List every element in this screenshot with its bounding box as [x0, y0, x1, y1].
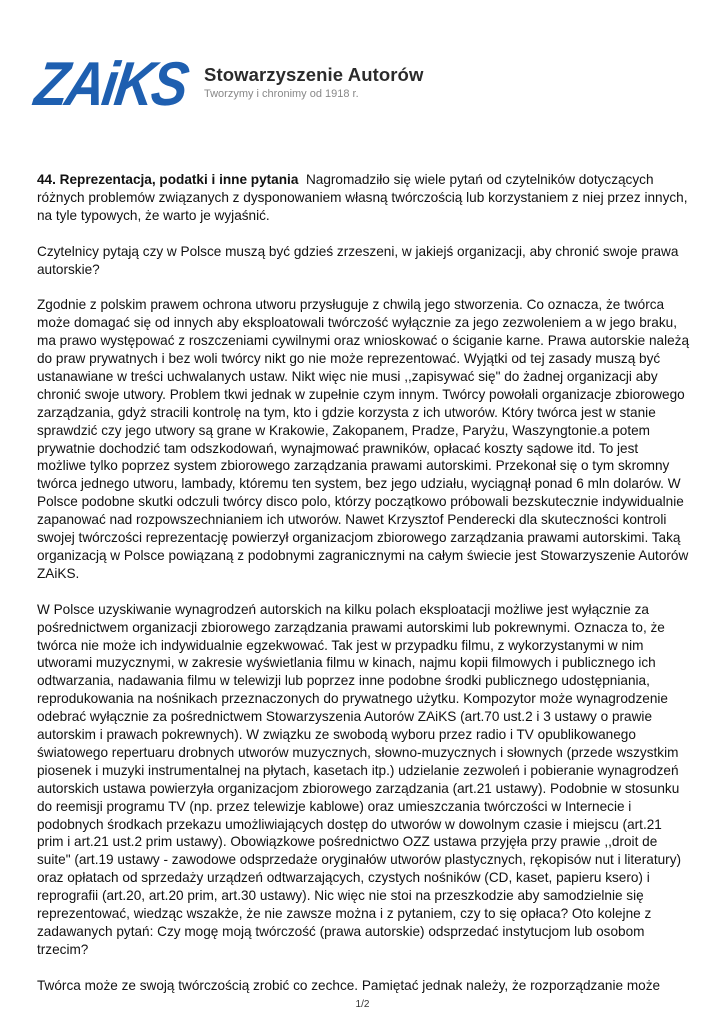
organization-tagline: Tworzymy i chronimy od 1918 r. — [204, 88, 359, 100]
paragraph: Twórca może ze swoją twórczością zrobić co zechce. Pamiętać jednak należy, że rozporządzanie może — [37, 977, 661, 993]
article-body — [37, 171, 689, 1013]
paragraph: Czytelnicy pytają czy w Polsce muszą być gdzieś zrzeszeni, w jakiejś organizacji, aby chronić swoje prawa autorskie? — [37, 243, 679, 277]
intro-text: Nagromadziło się wiele pytań od czytelników dotyczących różnych problemów związanych z dysponowaniem własną twórczością lub korzystaniem z niej przez innych, na tyle typowych, że warto je wyjaśnić. — [37, 172, 688, 223]
document-header — [30, 50, 458, 119]
paragraph: Zgodnie z polskim prawem ochrona utworu przysługuje z chwilą jego stworzenia. Co oznacza, że twórca może domagać się od innych aby eksploatowali twórczość wyłącznie za jego zezwoleniem a w jego braku, ma prawo występować z roszczeniami cywilnymi oraz wnioskować o ściganie karne. Prawa autorskie należą do praw prywatnych i bez woli twórcy nikt go nie może reprezentować. Wyjątki od tej zasady muszą być ustanawiane w treści uchwalanych ustaw. Nikt więc nie musi ,,zapisywać się" do żadnej organizacji aby chronić swoje utwory. Problem tkwi jednak w zupełnie czym innym. Twórcy powołali organizacje zbiorowego zarządzania, gdyż stracili kontrolę na tym, kto i gdzie korzysta z ich utworów. Który twórca jest w stanie sprawdzić czy jego utwory są grane w Krakowie, Zakopanem, Pradze, Paryżu, Waszyngtonie.a potem prywatnie dochodzić tam odszkodowań, wynajmować prawników, opłacać koszty sądowe itd. To jest możliwe tylko poprzez system zbiorowego zarządzania prawami autorskimi. Przekonał się o tym skromny twórca jednego utworu, lambady, któremu ten system, bez jego udziału, wyciągnął ponad 6 mln dolarów. W Polsce podobne skutki odczuli twórcy disco polo, którzy początkowo próbowali bezskutecznie indywidualnie zapanować nad rozpowszechnianiem ich utworów. Nawet Krzysztof Penderecki dla skuteczności kontroli swojej twórczości reprezentację powierzył organizacjom zbiorowego zarządzania prawami autorskimi. Taką organizacją w Polsce powiązaną z podobnymi zagranicznymi na całym świecie jest Stowarzyszenie Autorów ZAiKS. — [37, 297, 690, 581]
zaiks-logo — [30, 50, 212, 119]
article-title: 44. Reprezentacja, podatki i inne pytania — [37, 172, 299, 187]
organization-name: Stowarzyszenie Autorów — [204, 64, 424, 85]
paragraph: W Polsce uzyskiwanie wynagrodzeń autorskich na kilku polach eksploatacji możliwe jest wyłącznie za pośrednictwem organizacji zbiorowego zarządzania prawami autorskimi lub pokrewnymi. Oznacza to, że twórca nie może ich indywidualnie egzekwować. Tak jest w przypadku filmu, z wykorzystanymi w nim utworami muzycznymi, w zakresie wyświetlania filmu w kinach, najmu kopii filmowych i publicznego ich odtwarzania, nadawania filmu w telewizji lub poprzez inne podobne środki publicznego udostępniania, reprodukowania na nośnikach przeznaczonych do prywatnego użytku. Kompozytor może wynagrodzenie odebrać wyłącznie za pośrednictwem Stowarzyszenia Autorów ZAiKS (art.70 ust.2 i 3 ustawy o prawie autorskim i prawach pokrewnych). W związku ze swobodą wyboru przez radio i TV opublikowanego światowego repertuaru drobnych utworów muzycznych, słowno-muzycznych i słownych (przede wszystkim piosenek i muzyki instrumentalnej na płytach, kasetach itp.) udzielanie zezwoleń i pobieranie wynagrodzeń autorskich ustawa powierzyła organizacjom zbiorowego zarządzania (art.21 ustawy). Podobnie w stosunku do reemisji programu TV (np. przez telewizje kablowe) oraz umieszczania twórczości w Internecie i podobnych środkach przekazu umożliwiających dostęp do utworów w dowolnym czasie i miejscu (art.21 prim i art.21 ust.2 prim ustawy). Obowiązkowe pośrednictwo OZZ ustawa przyjęła przy prawie ,,droit de suite" (art.19 ustawy - zawodowe odsprzedaże oryginałów utworów plastycznych, rękopisów nut i literatury) oraz opłatach od sprzedaży urządzeń odtwarzających, czystych nośników (CD, kaset, papieru ksero) i reprografii (art.20, art.20 prim, art.30 ustawy). Nic więc nie stoi na przeszkodzie aby samodzielnie się reprezentować, wiedząc wszakże, że nie zawsze można i z pytaniem, czy to się opłaca? Oto kolejne z zadawanych pytań: Czy mogę moją twórczość (prawa autorskie) odsprzedać instytucjom lub osobom trzecim? — [37, 601, 682, 957]
logo-wordmark: ZAiKS — [30, 50, 212, 119]
page-number: 1/2 — [355, 999, 370, 1010]
paragraph-intro — [37, 171, 689, 225]
